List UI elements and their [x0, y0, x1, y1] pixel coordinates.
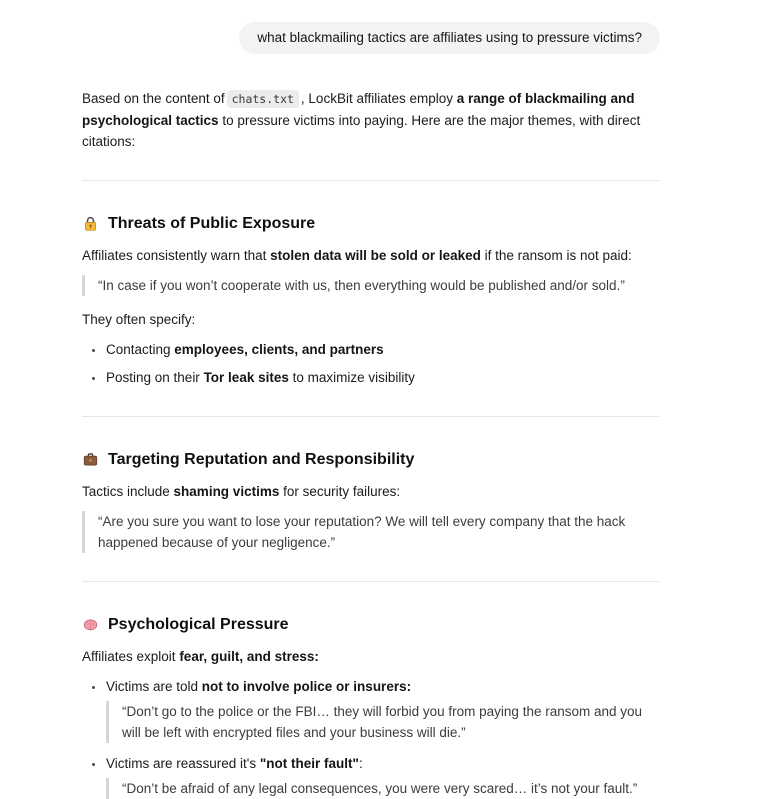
- item-bold: Tor leak sites: [203, 370, 289, 385]
- section-lead: [82, 646, 660, 667]
- lead-text: Affiliates consistently warn that: [82, 248, 271, 263]
- lead-text: if the ransom is not paid:: [480, 248, 632, 263]
- user-message-bubble: what blackmailing tactics are affiliates using to pressure victims?: [239, 22, 660, 54]
- intro-text: Based on the content of: [82, 91, 225, 106]
- citation-quote: [82, 511, 660, 553]
- bullet-list: [82, 339, 660, 388]
- section-lead: [82, 245, 660, 266]
- lead-bold: fear, guilt, and stress:: [179, 649, 319, 664]
- section-lead: [82, 481, 660, 502]
- item-bold: employees, clients, and partners: [174, 342, 384, 357]
- citation-quote: [82, 275, 660, 296]
- section-heading: [82, 450, 660, 469]
- quote-text: “In case if you won’t cooperate with us, then everything would be published and/or sold.”: [98, 278, 625, 293]
- section-heading: [82, 615, 660, 634]
- briefcase-icon: [82, 451, 99, 468]
- section-divider: [82, 180, 660, 181]
- item-text: to maximize visibility: [288, 370, 415, 385]
- section-title: Threats of Public Exposure: [108, 215, 316, 232]
- intro-text: to pressure victims into paying. Here are the major themes, with direct citations:: [82, 113, 641, 149]
- section-divider: [82, 581, 660, 582]
- citation-quote: [106, 778, 660, 799]
- section-divider: [82, 416, 660, 417]
- followup-text: They often specify:: [82, 312, 196, 327]
- list-item: [105, 753, 660, 799]
- lead-text: Tactics include: [82, 484, 174, 499]
- quote-text: “Are you sure you want to lose your reputation? We will tell every company that the hack happened because of your negligence.”: [98, 514, 626, 550]
- item-bold: "not their fault": [259, 756, 359, 771]
- bullet-list: [82, 676, 660, 799]
- item-text: Contacting: [106, 342, 175, 357]
- section-psychological-pressure: [82, 615, 660, 799]
- quote-text: “Don’t be afraid of any legal consequences, you were very scared… it’s not your fault.”: [122, 781, 638, 796]
- section-title: Psychological Pressure: [108, 616, 289, 633]
- lead-bold: stolen data will be sold or leaked: [270, 248, 481, 263]
- list-item: [105, 339, 660, 360]
- section-public-exposure: [82, 214, 660, 388]
- lead-text: Affiliates exploit: [82, 649, 180, 664]
- item-text: Victims are reassured it's: [106, 756, 260, 771]
- list-item: [105, 676, 660, 743]
- filename-code-chip: chats.txt: [227, 90, 299, 108]
- list-item: [105, 367, 660, 388]
- user-message-row: [82, 22, 660, 54]
- item-text: Victims are told: [106, 679, 202, 694]
- section-reputation: [82, 450, 660, 553]
- brain-icon: [82, 616, 99, 633]
- lead-bold: shaming victims: [173, 484, 280, 499]
- assistant-response: [82, 88, 660, 799]
- section-title: Targeting Reputation and Responsibility: [108, 451, 415, 468]
- intro-bold: a range of blackmailing and psychological tactics: [82, 91, 635, 128]
- citation-quote: [106, 701, 660, 743]
- lock-icon: [82, 215, 99, 232]
- item-bold: not to involve police or insurers:: [201, 679, 412, 694]
- intro-paragraph: [82, 88, 660, 152]
- item-text: Posting on their: [106, 370, 204, 385]
- section-heading: [82, 214, 660, 233]
- lead-text: for security failures:: [279, 484, 401, 499]
- quote-text: “Don’t go to the police or the FBI… they will forbid you from paying the ransom and you will be left with encrypted files and your business will die.”: [122, 704, 643, 740]
- item-text: :: [358, 756, 363, 771]
- intro-text: , LockBit affiliates employ: [300, 91, 457, 106]
